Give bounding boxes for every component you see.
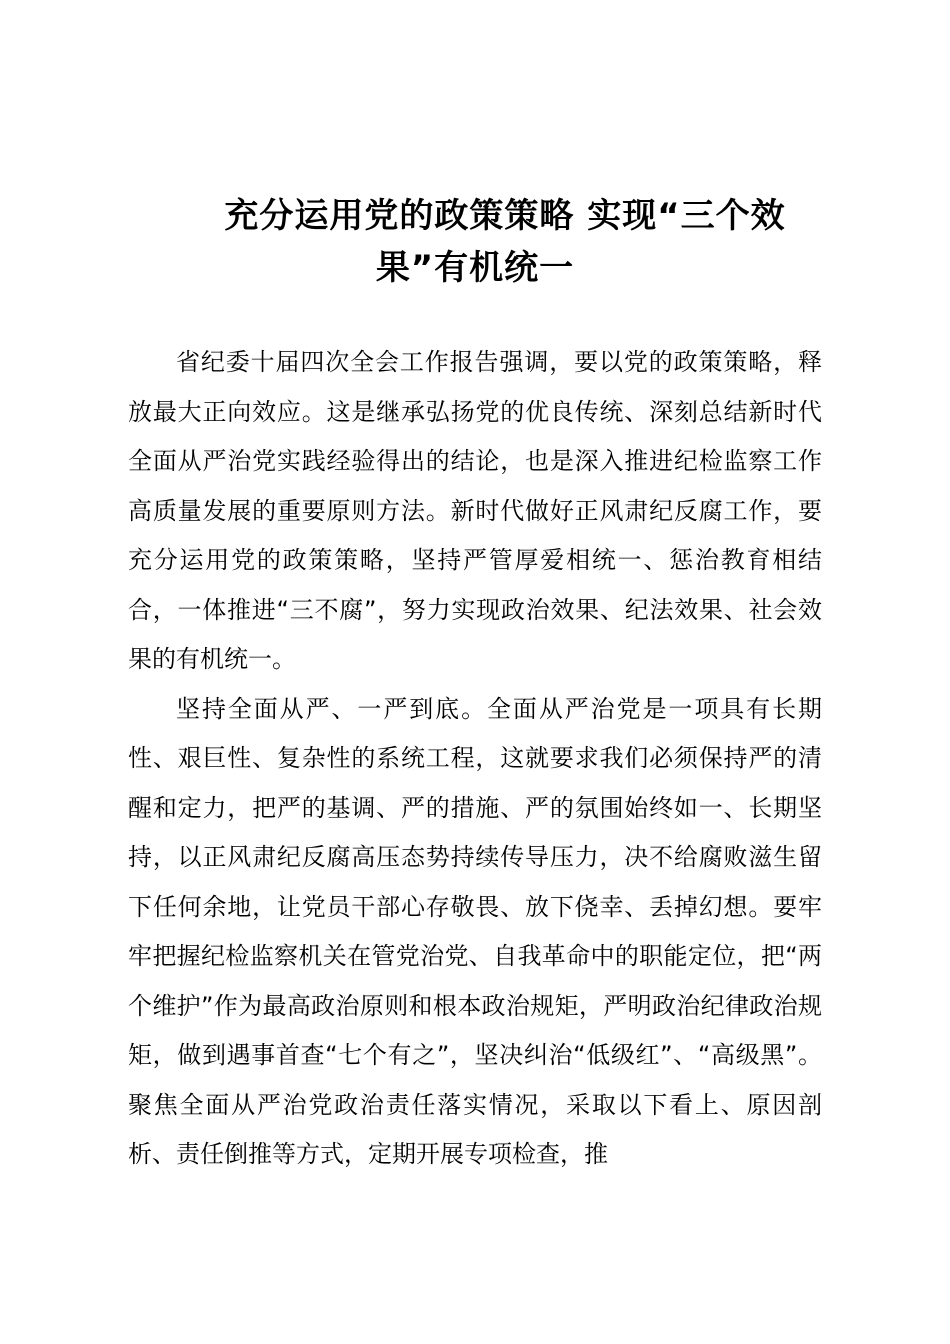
paragraph-1: 省纪委十届四次全会工作报告强调，要以党的政策策略，释放最大正向效应。这是继承弘扬党的优良传统、深刻总结新时代全面从严治党实践经验得出的结论，也是深入推进纪检监察工作高质量发展的重要原则方法。新时代做好正风肃纪反腐工作，要充分运用党的政策策略，坚持严管厚爱相统一、惩治教育相结合，一体推进“三不腐”，努力实现政治效果、纪法效果、社会效果的有机统一。 <box>128 348 822 673</box>
document-title <box>128 190 822 294</box>
paragraph-2: 坚持全面从严、一严到底。全面从严治党是一项具有长期性、艰巨性、复杂性的系统工程，这就要求我们必须保持严的清醒和定力，把严的基调、严的措施、严的氛围始终如一、长期坚持，以正风肃纪反腐高压态势持续传导压力，决不给腐败滋生留下任何余地，让党员干部心存敬畏、放下侥幸、丢掉幻想。要牢牢把握纪检监察机关在管党治党、自我革命中的职能定位，把“两个维护”作为最高政治原则和根本政治规矩，严明政治纪律政治规矩，做到遇事首查“七个有之”，坚决纠治“低级红”、“高级黑”。聚焦全面从严治党政治责任落实情况，采取以下看上、原因剖析、责任倒推等方式，定期开展专项检查，推 <box>128 694 822 1168</box>
title-line-2: 果”有机统一 <box>375 248 575 288</box>
document-body <box>128 338 822 1180</box>
title-line-1: 充分运用党的政策策略 实现“三个效 <box>224 196 786 236</box>
